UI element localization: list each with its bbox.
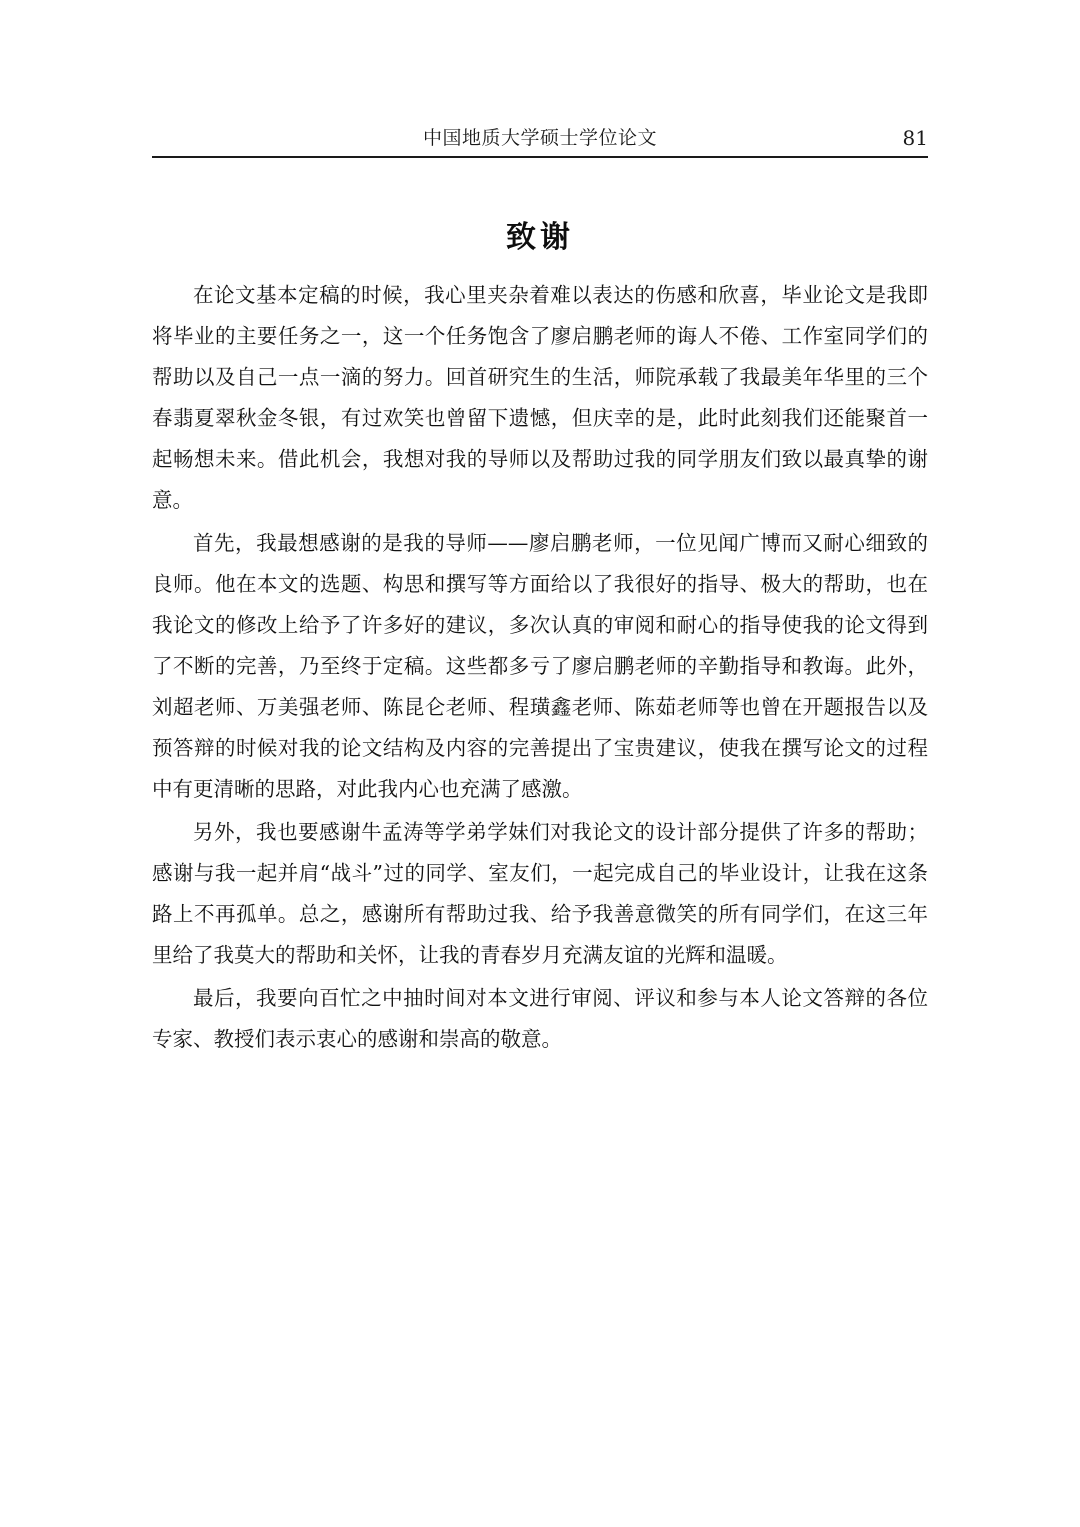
header-divider [152, 156, 928, 158]
paragraph: 另外，我也要感谢牛孟涛等学弟学妹们对我论文的设计部分提供了许多的帮助；感谢与我一起并肩“战斗”过的同学、室友们，一起完成自己的毕业设计，让我在这条路上不再孤单。总之，感谢所有帮助过我、给予我善意微笑的所有同学们，在这三年里给了我莫大的帮助和关怀，让我的青春岁月充满友谊的光辉和温暖。 [152, 820, 928, 967]
page-header [152, 118, 928, 158]
running-head-title: 中国地质大学硕士学位论文 [422, 127, 657, 149]
paragraph: 在论文基本定稿的时候，我心里夹杂着难以表达的伤感和欣喜，毕业论文是我即将毕业的主要任务之一，这一个任务饱含了廖启鹏老师的诲人不倦、工作室同学们的帮助以及自己一点一滴的努力。回首研究生的生活，师院承载了我最美年华里的三个春翡夏翠秋金冬银，有过欢笑也曾留下遗憾，但庆幸的是，此时此刻我们还能聚首一起畅想未来。借此机会，我想对我的导师以及帮助过我的同学朋友们致以最真挚的谢意。 [152, 283, 928, 512]
body-text [152, 275, 928, 1062]
page-title: 致谢 [506, 220, 574, 256]
paragraph: 首先，我最想感谢的是我的导师——廖启鹏老师，一位见闻广博而又耐心细致的良师。他在本文的选题、构思和撰写等方面给以了我很好的指导、极大的帮助，也在我论文的修改上给予了许多好的建议，多次认真的审阅和耐心的指导使我的论文得到了不断的完善，乃至终于定稿。这些都多亏了廖启鹏老师的辛勤指导和教诲。此外，刘超老师、万美强老师、陈昆仑老师、程璜鑫老师、陈茹老师等也曾在开题报告以及预答辩的时候对我的论文结构及内容的完善提出了宝贵建议，使我在撰写论文的过程中有更清晰的思路，对此我内心也充满了感激。 [152, 531, 928, 801]
paragraph: 最后，我要向百忙之中抽时间对本文进行审阅、评议和参与本人论文答辩的各位专家、教授们表示衷心的感谢和崇高的敬意。 [152, 986, 928, 1051]
page-number: 81 [902, 126, 928, 150]
page-header-row [152, 118, 928, 150]
